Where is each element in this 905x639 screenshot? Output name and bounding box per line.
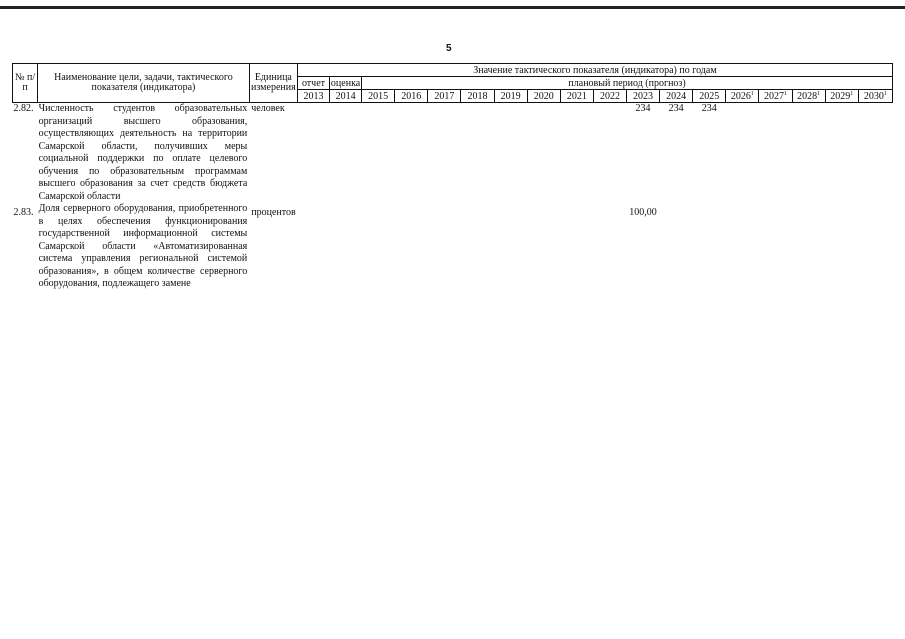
footnote-mark: 1 [883,90,887,97]
header-report: отчет [297,77,329,90]
header-estimate: оценка [330,77,361,89]
header-year-2027: 2027$^1$ [759,90,792,103]
header-year-2024: 2024 [660,90,693,103]
header-year-2017: 2017 [428,90,461,103]
footnote-mark: 1 [783,90,787,97]
header-year-2030: 2030$^1$ [858,90,892,103]
header-year-2016: 2016 [395,90,428,103]
indicator-name: Численность студентов образовательных организаций высшего образования, осуществляющих деятельность на территории Самарской области, получивших меры социальной поддержки по оплате целевого обучения по образовательным программам высшего образования за счет средств бюджета Самарской области [38,103,248,202]
row-number: 2.83. [13,207,34,218]
top-rule [0,6,905,9]
header-year-2023: 2023 [627,90,660,103]
header-year-2029: 2029$^1$ [825,90,858,103]
header-unit: Единица измерения [249,64,297,103]
header-year-2019: 2019 [494,90,527,103]
table-row [13,103,893,204]
header-year-report: 2013 [297,90,329,103]
footnote-mark: 1 [850,90,854,97]
unit-cell: человек [251,103,285,114]
header-year-estimate: 2014 [330,90,362,103]
header-num: № п/п [13,64,38,103]
header-year-2018: 2018 [461,90,494,103]
header-year-2025: 2025 [693,90,726,103]
header-year-2026: 2026$^1$ [726,90,759,103]
value-2023: 100,00 [629,207,657,218]
table-row [13,203,893,291]
header-year-2028: 2028$^1$ [792,90,825,103]
header-year-2020: 2020 [527,90,560,103]
header-year-2021: 2021 [560,90,593,103]
indicator-table [12,63,893,291]
footnote-mark: 1 [750,90,754,97]
header-name: Наименование цели, задачи, тактического показателя (индикатора) [38,64,250,103]
header-year-2022: 2022 [593,90,626,103]
header-value-group: Значение тактического показателя (индикатора) по годам [297,64,892,77]
header-plan-period: плановый период (прогноз) [362,77,893,90]
indicator-name: Доля серверного оборудования, приобретенного в целях обеспечения функционирования государственной информационной системы Самарской области «Автоматизированная система управления региональной системой образования», в общем количестве серверного оборудования, подлежащего замене [38,203,248,289]
page-number: 5 [446,43,452,54]
footnote-mark: 1 [817,90,821,97]
value-2025: 234 [701,103,717,114]
unit-cell: процентов [251,207,296,218]
value-2024: 234 [668,103,684,114]
value-2023: 234 [635,103,651,114]
header-year-2015: 2015 [362,90,395,103]
row-number: 2.82. [13,103,34,114]
